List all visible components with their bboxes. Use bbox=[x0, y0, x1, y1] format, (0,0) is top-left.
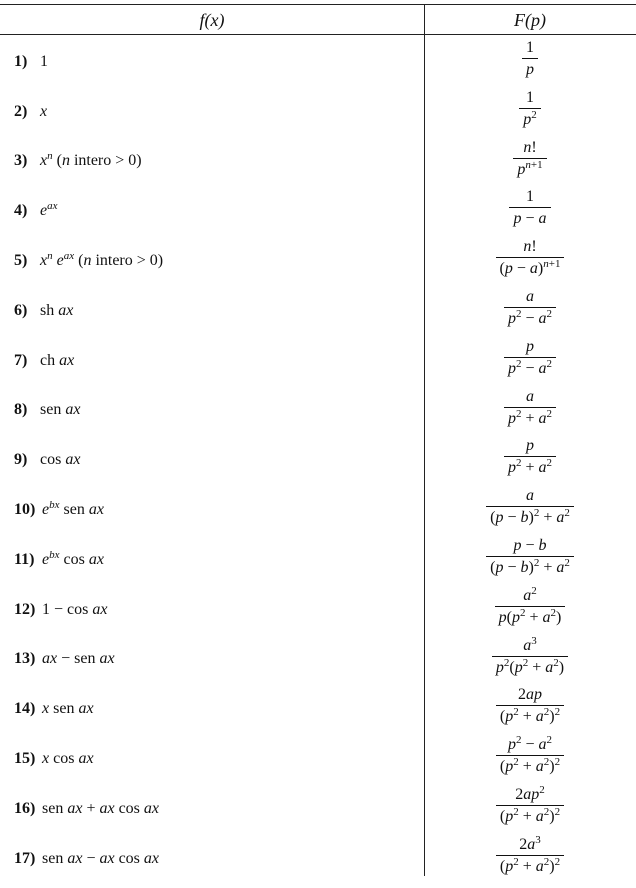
function-expression: $e^{bx}$ sen ax bbox=[42, 499, 104, 519]
function-expression: x bbox=[40, 102, 48, 120]
table-row bbox=[0, 486, 636, 536]
row-number: 2) bbox=[14, 102, 28, 120]
fraction-denominator: $(p^2 + a^2)^2$ bbox=[496, 855, 564, 875]
fraction-numerator: 1 bbox=[526, 188, 534, 206]
transform-fraction bbox=[424, 40, 636, 78]
fraction-numerator: a bbox=[526, 288, 534, 305]
fraction-denominator: $(p - a)^{n+1}$ bbox=[496, 257, 565, 277]
table-row bbox=[0, 586, 636, 636]
table-row bbox=[0, 387, 636, 437]
fraction-denominator: $(p^2 + a^2)^2$ bbox=[496, 805, 564, 825]
row-number: 16) bbox=[14, 799, 36, 817]
fraction-denominator: $p^2$ bbox=[519, 108, 541, 128]
fraction-denominator: p bbox=[522, 58, 538, 78]
table-row bbox=[0, 38, 636, 88]
transform-fraction bbox=[424, 784, 636, 825]
table-row bbox=[0, 636, 636, 686]
transform-fraction bbox=[424, 634, 636, 676]
fraction-denominator: $(p - b)^2 + a^2$ bbox=[486, 506, 574, 526]
row-number: 12) bbox=[14, 600, 36, 618]
fraction-numerator: n! bbox=[523, 138, 537, 156]
fraction-denominator: $p^2 + a^2$ bbox=[504, 407, 556, 427]
table-row bbox=[0, 536, 636, 586]
header-fx bbox=[0, 6, 424, 34]
function-expression: ax − sen ax bbox=[42, 650, 115, 668]
transform-fraction bbox=[424, 339, 636, 377]
transform-fraction bbox=[424, 389, 636, 427]
table-row bbox=[0, 237, 636, 287]
transform-fraction bbox=[424, 189, 636, 227]
function-expression: sen ax + ax cos ax bbox=[42, 799, 160, 817]
fraction-numerator: p bbox=[526, 437, 534, 455]
row-number: 15) bbox=[14, 750, 36, 768]
function-expression: $e^{bx}$ cos ax bbox=[42, 548, 104, 568]
fraction-numerator: 1 bbox=[526, 39, 534, 56]
row-number: 3) bbox=[14, 152, 28, 170]
top-rule bbox=[0, 4, 636, 5]
row-number: 6) bbox=[14, 301, 28, 319]
fraction-numerator: $a^2$ bbox=[523, 584, 537, 604]
header-rule bbox=[0, 34, 636, 35]
table-row bbox=[0, 685, 636, 735]
table-row bbox=[0, 735, 636, 785]
fraction-denominator: $(p - b)^2 + a^2$ bbox=[486, 556, 574, 576]
row-number: 4) bbox=[14, 202, 28, 220]
row-number: 7) bbox=[14, 351, 28, 369]
fraction-numerator: $a^3$ bbox=[523, 634, 537, 654]
header-left-label: f(x) bbox=[199, 9, 225, 30]
header-right-label: F(p) bbox=[514, 9, 546, 30]
row-number: 14) bbox=[14, 700, 36, 718]
table-row bbox=[0, 138, 636, 188]
fraction-numerator: p bbox=[526, 337, 534, 355]
transform-fraction bbox=[424, 140, 636, 178]
fraction-numerator: 1 bbox=[526, 88, 534, 106]
transform-fraction bbox=[424, 687, 636, 725]
row-number: 11) bbox=[14, 550, 35, 568]
function-expression: 1 bbox=[40, 52, 48, 70]
transform-fraction bbox=[424, 584, 636, 626]
transform-fraction bbox=[424, 488, 636, 526]
row-number: 10) bbox=[14, 501, 36, 519]
table-row bbox=[0, 785, 636, 835]
table-row bbox=[0, 88, 636, 138]
fraction-numerator: a bbox=[526, 387, 534, 405]
fraction-numerator: $p^2 - a^2$ bbox=[507, 734, 553, 754]
function-expression: $x^n$ (n intero > 0) bbox=[40, 150, 142, 170]
fraction-numerator: p − b bbox=[513, 537, 547, 554]
function-expression: ch ax bbox=[40, 351, 75, 369]
function-expression: $x^n$ $e^{ax}$ (n intero > 0) bbox=[40, 250, 164, 270]
fraction-numerator: n! bbox=[523, 238, 537, 256]
fraction-denominator: p − a bbox=[509, 207, 550, 227]
fraction-denominator: $p^2 - a^2$ bbox=[504, 357, 556, 377]
table-row bbox=[0, 436, 636, 486]
function-expression: x cos ax bbox=[42, 750, 94, 768]
row-number: 5) bbox=[14, 252, 28, 270]
transform-fraction bbox=[424, 833, 636, 875]
function-expression: sh ax bbox=[40, 301, 74, 319]
fraction-numerator: $2a^3$ bbox=[519, 833, 541, 853]
function-expression: $e^{ax}$ bbox=[40, 200, 58, 220]
row-number: 9) bbox=[14, 451, 28, 469]
fraction-denominator: $p^2 + a^2$ bbox=[504, 456, 556, 476]
fraction-denominator: $(p^2 + a^2)^2$ bbox=[496, 705, 564, 725]
table-row bbox=[0, 287, 636, 337]
function-expression: x sen ax bbox=[42, 700, 94, 718]
row-number: 17) bbox=[14, 849, 36, 867]
header-Fp bbox=[424, 6, 636, 34]
fraction-denominator: $p(p^2 + a^2)$ bbox=[495, 606, 566, 626]
table-row bbox=[0, 337, 636, 387]
fraction-numerator: 2ap bbox=[518, 686, 542, 704]
row-number: 1) bbox=[14, 52, 28, 70]
transform-fraction bbox=[424, 289, 636, 327]
row-number: 8) bbox=[14, 401, 28, 419]
transform-fraction bbox=[424, 90, 636, 128]
row-number: 13) bbox=[14, 650, 36, 668]
transform-fraction bbox=[424, 438, 636, 476]
fraction-denominator: $p^{n+1}$ bbox=[513, 158, 546, 178]
fraction-denominator: $p^2 - a^2$ bbox=[504, 307, 556, 327]
function-expression: cos ax bbox=[40, 451, 81, 469]
function-expression: sen ax bbox=[40, 401, 81, 419]
function-expression: 1 − cos ax bbox=[42, 600, 108, 618]
function-expression: sen ax − ax cos ax bbox=[42, 849, 160, 867]
table-row bbox=[0, 835, 636, 885]
fraction-denominator: $p^2(p^2 + a^2)$ bbox=[492, 656, 568, 676]
fraction-numerator: $2ap^2$ bbox=[515, 784, 545, 803]
transform-fraction bbox=[424, 538, 636, 576]
transform-fraction bbox=[424, 239, 636, 277]
table-row bbox=[0, 187, 636, 237]
fraction-denominator: $(p^2 + a^2)^2$ bbox=[496, 755, 564, 775]
fraction-numerator: a bbox=[526, 487, 534, 505]
transform-fraction bbox=[424, 734, 636, 776]
